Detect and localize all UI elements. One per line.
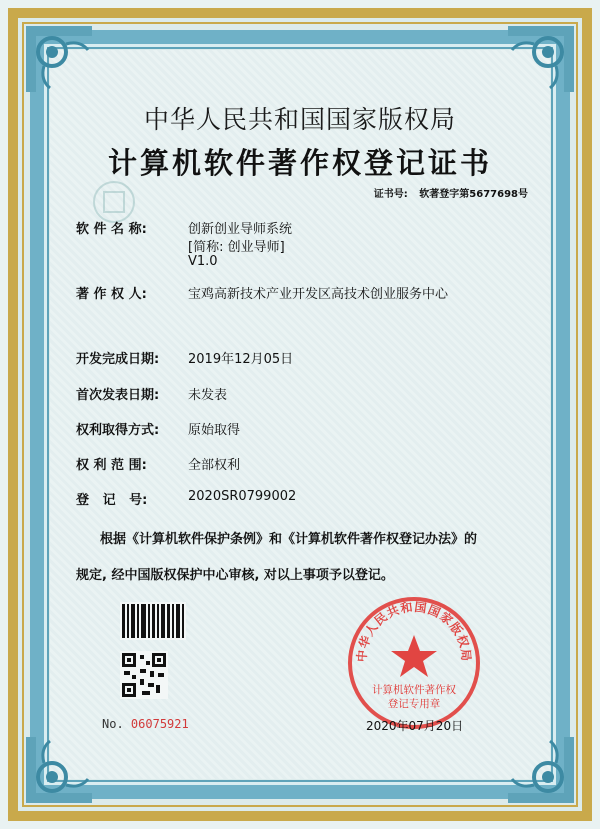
registration-no-value: 2020SR0799002 [188, 489, 297, 504]
official-seal [346, 595, 482, 731]
seal-ring-text: 中华人民共和国国家版权局 [354, 599, 474, 663]
registration-no-label: 登 记 号: [76, 493, 148, 508]
corner-ornament-icon [22, 22, 96, 96]
software-version: V1.0 [188, 254, 218, 269]
copyright-owner-value: 宝鸡高新技术产业开发区高技术创业服务中心 [188, 287, 449, 302]
barcode-icon [120, 602, 186, 640]
qr-code-icon [120, 651, 168, 699]
statement-line2: 规定, 经中国版权保护中心审核, 对以上事项予以登记。 [76, 568, 394, 583]
issue-date: 2020年07月20日 [366, 719, 464, 733]
certificate-title: 计算机软件著作权登记证书 [107, 146, 492, 180]
issuing-authority: 中华人民共和国国家版权局 [143, 105, 456, 134]
software-short-name: [简称: 创业导师] [188, 240, 285, 255]
star-icon [391, 635, 437, 677]
corner-ornament-icon [504, 22, 578, 96]
first-publication-label: 首次发表日期: [76, 388, 160, 403]
serial-value: 06075921 [130, 717, 189, 731]
first-publication-value: 未发表 [188, 388, 228, 403]
copyright-owner-label: 著 作 权 人: [76, 287, 147, 302]
corner-ornament-icon [22, 733, 96, 807]
seal-line2: 登记专用章 [387, 698, 441, 710]
scope-label: 权 利 范 围: [76, 458, 147, 473]
serial-prefix: No. [102, 717, 124, 731]
software-name-label: 软 件 名 称: [76, 222, 147, 237]
seal-line1: 计算机软件著作权 [372, 684, 456, 696]
scope-value: 全部权利 [188, 458, 241, 473]
certificate-number-value: 软著登字第5677698号 [419, 189, 528, 200]
acquisition-label: 权利取得方式: [76, 423, 160, 438]
completion-date-label: 开发完成日期: [76, 352, 160, 367]
completion-date-value: 2019年12月05日 [188, 352, 294, 367]
certificate-number-label: 证书号: [373, 189, 408, 200]
certificate-number [374, 185, 528, 200]
serial-number [102, 717, 189, 731]
software-name-value: 创新创业导师系统 [188, 222, 293, 237]
acquisition-value: 原始取得 [188, 423, 241, 438]
statement-line1: 根据《计算机软件保护条例》和《计算机软件著作权登记办法》的 [100, 532, 478, 547]
corner-ornament-icon [504, 733, 578, 807]
